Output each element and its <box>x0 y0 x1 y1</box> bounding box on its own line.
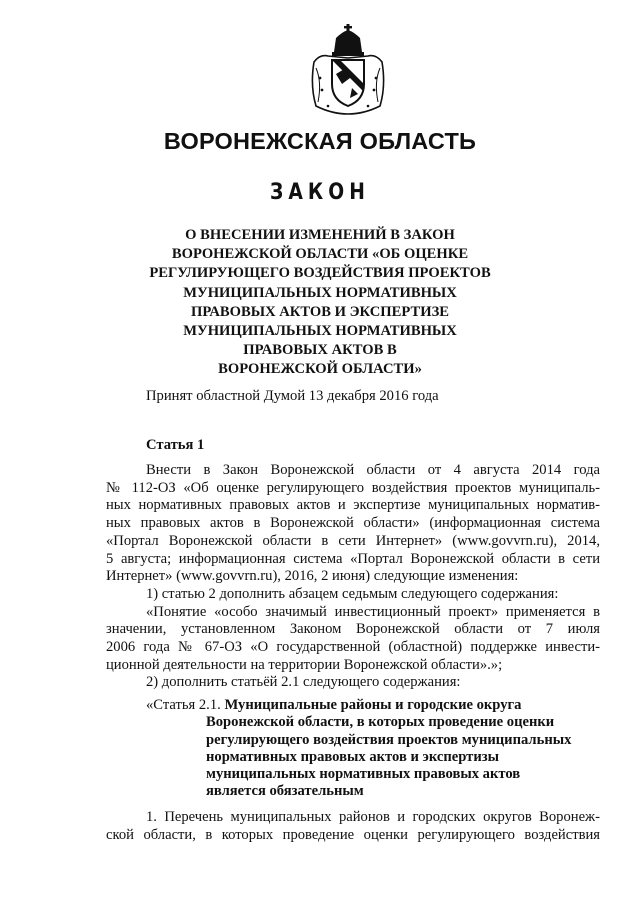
article-2-1-title-line: муниципальных нормативных правовых актов <box>206 766 521 783</box>
document-type: ЗАКОН <box>269 180 371 205</box>
text-line: «Портал Воронежской области в сети Интернет» (www.govvrn.ru), 2014, <box>106 532 600 549</box>
title-line: РЕГУЛИРУЮЩЕГО ВОЗДЕЙСТВИЯ ПРОЕКТОВ <box>149 265 491 282</box>
title-line: ВОРОНЕЖСКОЙ ОБЛАСТИ» <box>218 361 422 378</box>
text-line: 1) статью 2 дополнить абзацем седьмым следующего содержания: <box>146 585 559 602</box>
article-1-heading: Статья 1 <box>146 437 205 453</box>
text-line: 2) дополнить статьёй 2.1 следующего содержания: <box>146 674 461 691</box>
coat-of-arms-icon <box>306 22 390 118</box>
article-2-1-title-line: нормативных правовых актов и экспертизы <box>206 748 499 765</box>
text-line: значении, установленном Законом Воронежской области от 7 июля <box>106 621 600 638</box>
point-1-body <box>106 809 600 844</box>
text-line: № 112-ОЗ «Об оценке регулирующего воздействия проектов муниципаль- <box>106 479 600 496</box>
title-line: ПРАВОВЫХ АКТОВ И ЭКСПЕРТИЗЕ <box>190 303 450 320</box>
text-line: Интернет» (www.govvrn.ru), 2016, 2 июня) следующие изменения: <box>106 568 519 585</box>
law-title <box>120 226 520 380</box>
text-line: 2006 года № 67-ОЗ «О государственной (областной) поддержке инвести- <box>106 639 600 656</box>
title-line: МУНИЦИПАЛЬНЫХ НОРМАТИВНЫХ <box>183 323 457 340</box>
text-line: ской области, в которых проведение оценки регулирующего воздействия <box>106 826 600 843</box>
title-line: О ВНЕСЕНИИ ИЗМЕНЕНИЙ В ЗАКОН <box>185 227 455 243</box>
text-line: 1. Перечень муниципальных районов и городских округов Воронеж- <box>146 809 600 825</box>
region-name: ВОРОНЕЖСКАЯ ОБЛАСТЬ <box>163 128 477 154</box>
text-line: ных нормативных правовых актов и экспертизе муниципальных норматив- <box>106 497 600 514</box>
article-2-1-title-line: регулирующего воздействия проектов муниципальных <box>206 731 572 748</box>
adoption-note: Принят областной Думой 13 декабря 2016 года <box>146 388 439 404</box>
article-2-1-title-line: Воронежской области, в которых проведение оценки <box>206 714 555 731</box>
text-line: ных правовых актов в Воронежской области» (информационная система <box>106 515 600 532</box>
text-line: 5 августа; информационная система «Портал Воронежской области в сети <box>106 550 600 567</box>
text-line: ционной деятельности на территории Воронежской области».»; <box>106 656 503 673</box>
title-line: ПРАВОВЫХ АКТОВ В <box>243 342 397 359</box>
article-2-1-label: «Статья 2.1. <box>146 697 221 713</box>
title-line: ВОРОНЕЖСКОЙ ОБЛАСТИ «ОБ ОЦЕНКЕ <box>171 246 469 263</box>
article-2-1-title-line: является обязательным <box>206 783 364 800</box>
text-line: Внести в Закон Воронежской области от 4 августа 2014 года <box>146 462 600 478</box>
article-2-1-heading <box>146 697 606 801</box>
text-line: «Понятие «особо значимый инвестиционный проект» применяется в <box>146 603 600 620</box>
article-2-1-title: Муниципальные районы и городские округа <box>224 697 522 713</box>
title-line: МУНИЦИПАЛЬНЫХ НОРМАТИВНЫХ <box>183 284 457 301</box>
article-1-body <box>106 462 600 692</box>
